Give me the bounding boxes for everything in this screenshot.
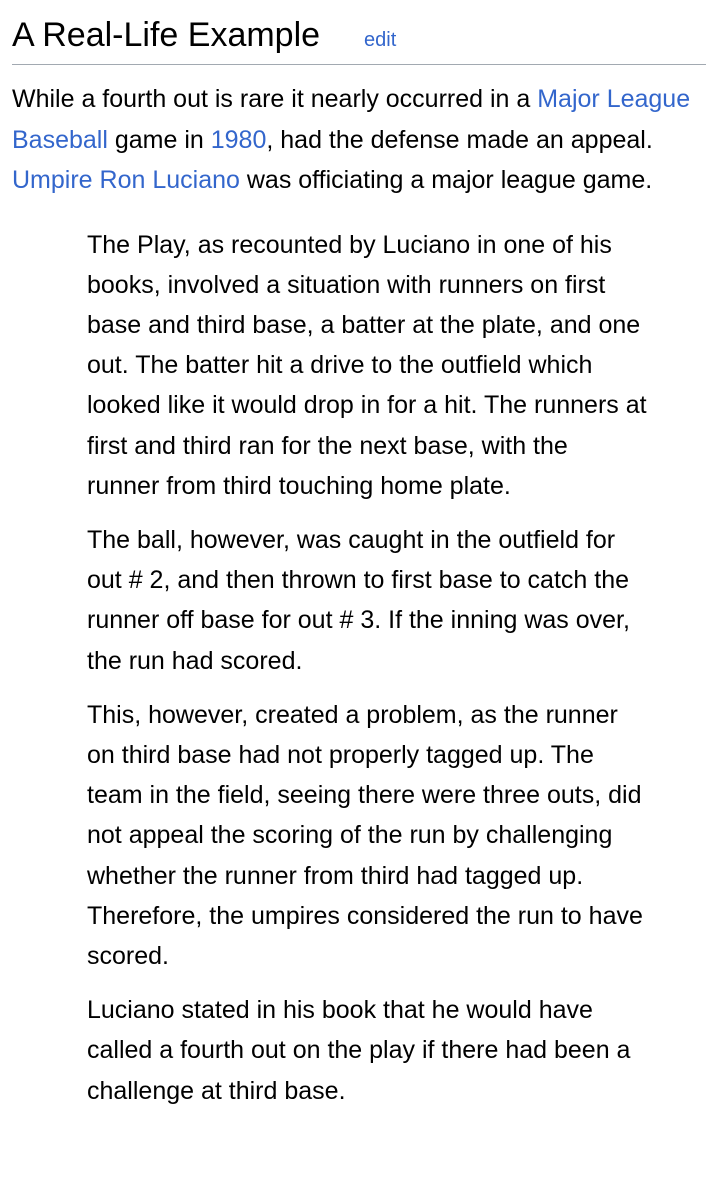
link-1980[interactable]: 1980 [210,125,267,154]
quote-paragraph-1: The Play, as recounted by Luciano in one of his books, involved a situation with runners on first base and third base, a batter at the plate, and one out. The batter hit a drive to the outfield which looked like it would drop in for a hit. The runners at first and third ran for the next base, with the runner from third touching home plate. [87,230,647,500]
intro-text: was officiating a major league game. [239,166,653,194]
link-ron-luciano[interactable]: Ron Luciano [99,166,240,194]
quote-paragraph-2: The ball, however, was caught in the outfield for out # 2, and then thrown to first base to catch the runner off base for out # 3. If the inning was over, the run had scored. [87,525,630,675]
intro-paragraph [12,79,706,201]
section-heading [12,0,706,65]
edit-link[interactable]: edit [364,29,397,51]
quote-paragraph-4: Luciano stated in his book that he would have called a fourth out on the play if there had been a challenge at third base. [87,996,631,1105]
quote-paragraph-3: This, however, created a problem, as the runner on third base had not properly tagged up. The team in the field, seeing there were three outs, did not appeal the scoring of the run by challenging whether the runner from third had tagged up. Therefore, the umpires considered the run to have scored. [87,700,643,970]
link-major-league-baseball[interactable]: Major League Baseball [12,85,691,154]
intro-text: , had the defense made an appeal. [266,125,653,154]
intro-text: game in [107,125,211,154]
section-title: A Real-Life Example [12,16,321,54]
intro-text [93,166,100,194]
link-umpire[interactable]: Umpire [12,166,93,194]
intro-text: While a fourth out is rare it nearly occurred in a [12,85,538,113]
blockquote [87,225,647,1111]
